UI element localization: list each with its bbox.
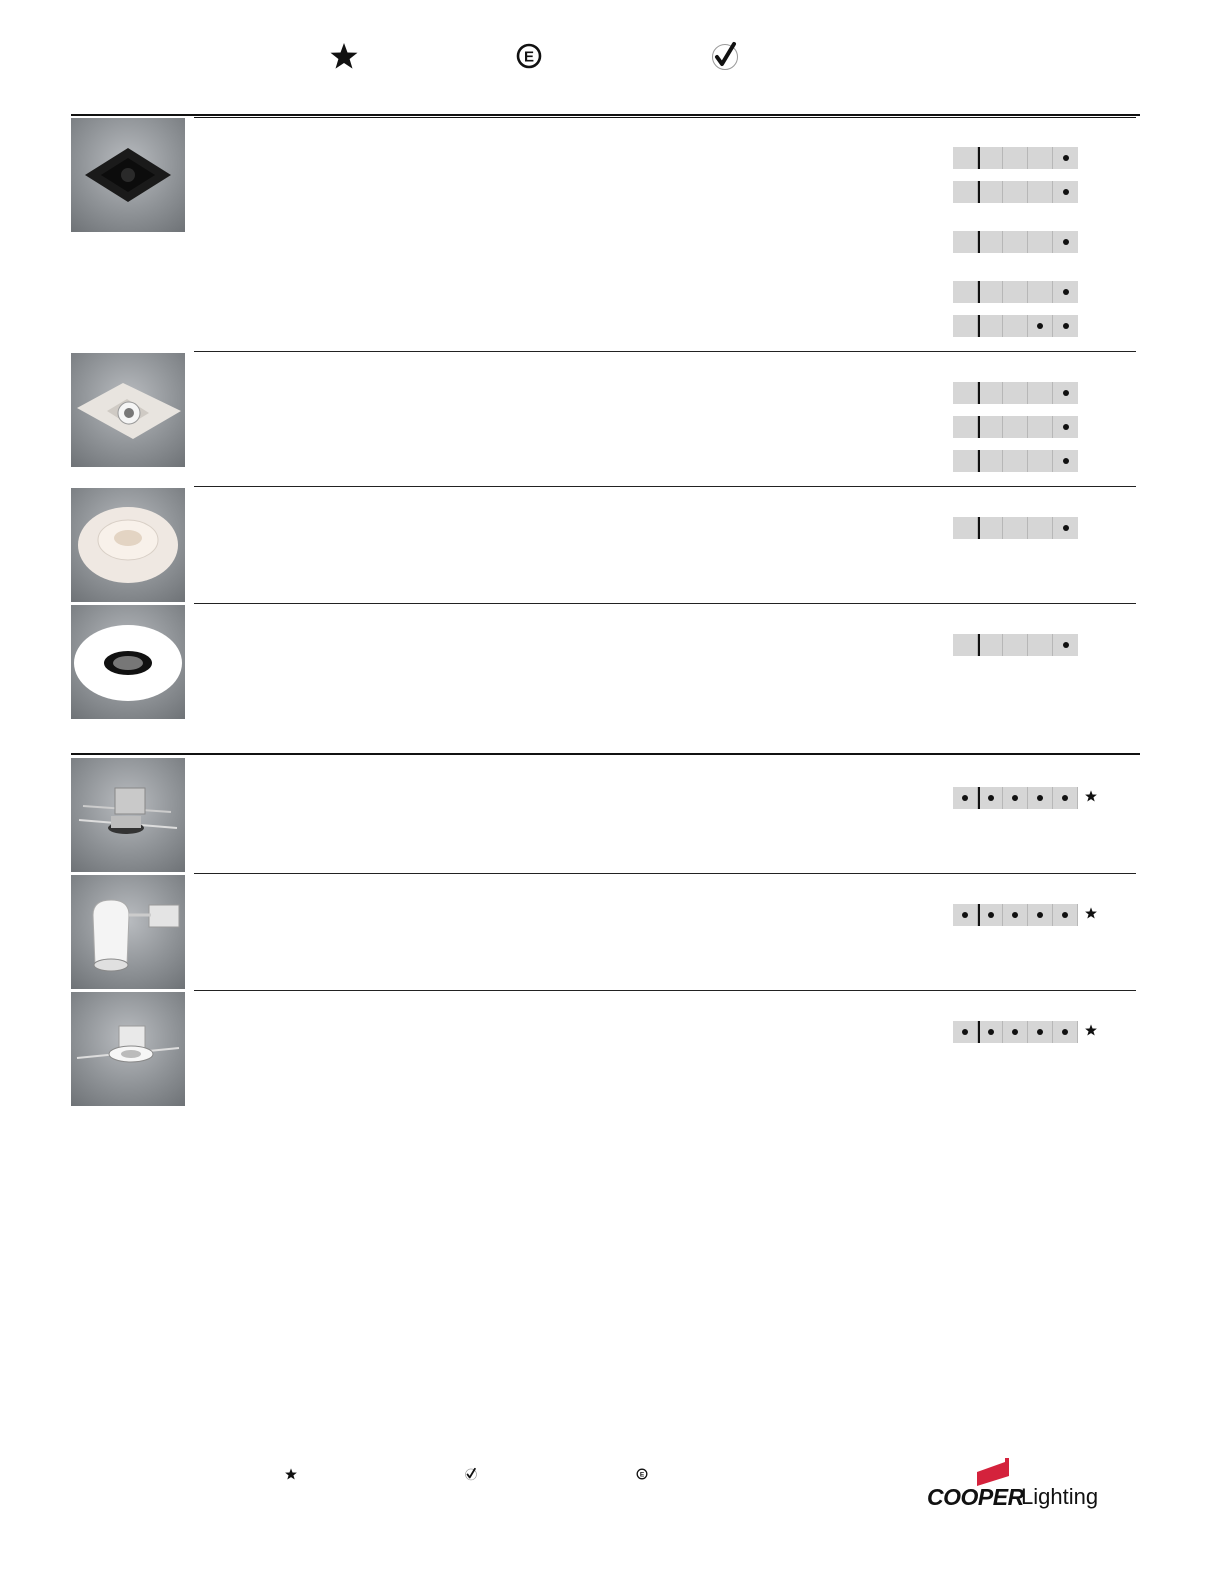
feature-strip: [953, 1021, 1078, 1043]
feature-cell: [978, 1021, 1003, 1043]
feature-cell: [1003, 634, 1028, 656]
feature-cell: [953, 634, 978, 656]
feature-strip: [953, 281, 1078, 303]
feature-dot: [988, 1029, 994, 1035]
feature-dot: [962, 912, 968, 918]
feature-cell: [978, 231, 1003, 253]
feature-cell: [953, 450, 978, 472]
feature-dot: [1063, 155, 1069, 161]
feature-dot: [1037, 795, 1043, 801]
feature-cell: [1053, 904, 1078, 926]
feature-cell: [1003, 517, 1028, 539]
feature-dot: [1012, 912, 1018, 918]
feature-cell: [1028, 315, 1053, 337]
feature-cell: [978, 634, 1003, 656]
feature-cell: [1053, 231, 1078, 253]
feature-strip: [953, 634, 1078, 656]
feature-strip: [953, 231, 1078, 253]
feature-strip: [953, 315, 1078, 337]
checkmark-icon: [464, 1467, 478, 1481]
section-divider: [71, 753, 1140, 755]
row-divider: [194, 486, 1136, 487]
logo-brand: COOPER: [927, 1484, 1024, 1510]
feature-cell: [1003, 181, 1028, 203]
feature-cell: [1003, 315, 1028, 337]
feature-cell: [953, 147, 978, 169]
feature-cell: [953, 231, 978, 253]
feature-cell: [953, 281, 978, 303]
feature-strip: [953, 147, 1078, 169]
feature-cell: [978, 315, 1003, 337]
feature-cell: [1003, 1021, 1028, 1043]
feature-dot: [1062, 1029, 1068, 1035]
svg-text:E: E: [639, 1471, 645, 1479]
feature-cell: [1028, 450, 1053, 472]
feature-dot: [1012, 1029, 1018, 1035]
feature-cell: [1028, 231, 1053, 253]
star-icon: [1084, 906, 1098, 920]
feature-cell: [953, 382, 978, 404]
feature-strip: [953, 517, 1078, 539]
feature-dot: [1037, 912, 1043, 918]
star-icon: [328, 40, 360, 72]
energy-e-icon: [513, 40, 545, 72]
feature-cell: [978, 450, 1003, 472]
feature-cell: [978, 382, 1003, 404]
product-thumbnail-remodel-housing: [71, 875, 185, 989]
feature-dot: [1063, 323, 1069, 329]
feature-cell: [978, 181, 1003, 203]
feature-dot: [1063, 525, 1069, 531]
feature-dot: [1063, 642, 1069, 648]
product-thumbnail-gimbal-trim: [71, 353, 185, 467]
feature-dot: [1037, 1029, 1043, 1035]
feature-cell: [1053, 382, 1078, 404]
feature-cell: [1003, 904, 1028, 926]
product-thumbnail-square-trim: [71, 118, 185, 232]
feature-cell: [953, 315, 978, 337]
feature-strip: [953, 382, 1078, 404]
feature-cell: [1053, 416, 1078, 438]
row-divider: [194, 603, 1136, 604]
feature-cell: [978, 904, 1003, 926]
feature-cell: [1028, 416, 1053, 438]
feature-dot: [1063, 289, 1069, 295]
feature-cell: [1028, 787, 1053, 809]
feature-cell: [953, 416, 978, 438]
feature-cell: [1028, 904, 1053, 926]
section-divider: [71, 114, 1140, 116]
feature-cell: [1053, 315, 1078, 337]
feature-cell: [1003, 450, 1028, 472]
svg-text:E: E: [523, 48, 535, 66]
feature-dot: [962, 1029, 968, 1035]
feature-cell: [1053, 181, 1078, 203]
feature-cell: [1003, 382, 1028, 404]
feature-cell: [1003, 787, 1028, 809]
feature-cell: [978, 416, 1003, 438]
feature-cell: [953, 1021, 978, 1043]
feature-strip: [953, 416, 1078, 438]
feature-cell: [1028, 1021, 1053, 1043]
feature-cell: [1028, 181, 1053, 203]
feature-cell: [1053, 147, 1078, 169]
row-divider: [194, 990, 1136, 991]
product-thumbnail-shallow-housing: [71, 992, 185, 1106]
feature-dot: [1062, 912, 1068, 918]
row-divider: [194, 351, 1136, 352]
feature-dot: [1062, 795, 1068, 801]
checkmark-icon: [709, 40, 741, 72]
feature-dot: [1012, 795, 1018, 801]
feature-cell: [1003, 281, 1028, 303]
feature-dot: [1063, 390, 1069, 396]
energy-e-icon: [635, 1467, 649, 1481]
feature-cell: [1053, 517, 1078, 539]
feature-dot: [988, 912, 994, 918]
feature-cell: [1053, 281, 1078, 303]
feature-cell: [978, 147, 1003, 169]
feature-strip: [953, 904, 1078, 926]
feature-cell: [1003, 231, 1028, 253]
feature-strip: [953, 450, 1078, 472]
product-thumbnail-pinhole-trim: [71, 605, 185, 719]
feature-cell: [1053, 787, 1078, 809]
logo-sub: Lighting: [1021, 1484, 1099, 1509]
cooper-lighting-logo: [927, 1458, 1112, 1510]
feature-cell: [1028, 517, 1053, 539]
feature-strip: [953, 181, 1078, 203]
logo-flag-icon: [975, 1458, 1009, 1486]
feature-cell: [1028, 281, 1053, 303]
product-thumbnail-new-construction-housing: [71, 758, 185, 872]
feature-cell: [1028, 634, 1053, 656]
feature-dot: [1063, 424, 1069, 430]
feature-cell: [978, 787, 1003, 809]
feature-strip: [953, 787, 1078, 809]
feature-dot: [1063, 189, 1069, 195]
feature-cell: [1003, 147, 1028, 169]
feature-cell: [1028, 382, 1053, 404]
feature-cell: [1003, 416, 1028, 438]
feature-dot: [1063, 239, 1069, 245]
feature-cell: [978, 281, 1003, 303]
section-divider-inner: [194, 117, 1136, 118]
feature-cell: [1028, 147, 1053, 169]
feature-cell: [1053, 450, 1078, 472]
feature-dot: [1063, 458, 1069, 464]
star-icon: [1084, 789, 1098, 803]
feature-cell: [953, 181, 978, 203]
feature-cell: [978, 517, 1003, 539]
feature-cell: [1053, 1021, 1078, 1043]
product-thumbnail-glass-trim: [71, 488, 185, 602]
feature-dot: [962, 795, 968, 801]
feature-cell: [953, 787, 978, 809]
star-icon: [1084, 1023, 1098, 1037]
feature-cell: [1053, 634, 1078, 656]
feature-cell: [953, 904, 978, 926]
feature-dot: [988, 795, 994, 801]
row-divider: [194, 873, 1136, 874]
feature-dot: [1037, 323, 1043, 329]
star-icon: [284, 1467, 298, 1481]
feature-cell: [953, 517, 978, 539]
